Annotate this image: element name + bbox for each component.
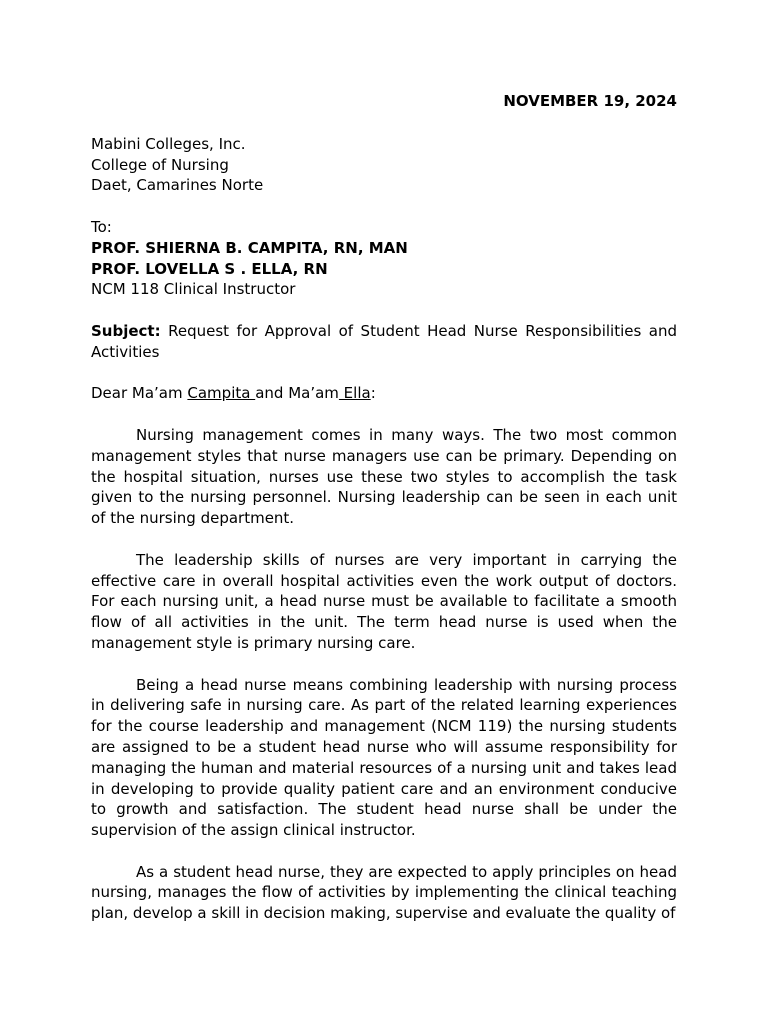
- recipient-role: NCM 118 Clinical Instructor: [91, 280, 296, 299]
- subject-label: Subject:: [91, 321, 161, 340]
- sender-line-institution: Mabini Colleges, Inc.: [91, 134, 246, 153]
- letter-date: NOVEMBER 19, 2024: [503, 92, 677, 110]
- sender-line-college: College of Nursing: [91, 155, 229, 174]
- spacer: [91, 196, 677, 217]
- spacer: [91, 529, 677, 550]
- subject-line: [91, 321, 677, 363]
- letter-page: [91, 91, 677, 924]
- sender-address: [91, 134, 677, 196]
- salutation-suffix: :: [370, 384, 376, 403]
- salutation-name-2: Ella: [338, 384, 371, 403]
- salutation: [91, 383, 677, 404]
- body-paragraph-1: Nursing management comes in many ways. The two most common management styles that nurse managers use can be primary. Depending on the hospital situation, nurses use these two styles to accomplish the task given to the nursing personnel. Nursing leadership can be seen in each unit of the nursing department.: [91, 425, 677, 528]
- subject-text: Request for Approval of Student Head Nurse Responsibilities and Activities: [91, 321, 677, 361]
- sender-line-location: Daet, Camarines Norte: [91, 176, 264, 195]
- body-paragraph-3: Being a head nurse means combining leadership with nursing process in delivering safe in nursing care. As part of the related learning experiences for the course leadership and management (NCM 119) the nursing students are assigned to be a student head nurse who will assume responsibility for managing the human and material resources of a nursing unit and takes lead in developing to provide quality patient care and an environment conducive to growth and satisfaction. The student head nurse shall be under the supervision of the assign clinical instructor.: [91, 675, 677, 840]
- body-paragraph-4: As a student head nurse, they are expected to apply principles on head nursing, manages the flow of activities by implementing the clinical teaching plan, develop a skill in decision making, supervise and evaluate the quality of: [91, 862, 677, 923]
- spacer: [91, 404, 677, 425]
- salutation-prefix: Dear Ma’am: [91, 384, 188, 403]
- recipient-name-1: PROF. SHIERNA B. CAMPITA, RN, MAN: [91, 238, 408, 257]
- spacer: [91, 112, 677, 134]
- recipient-block: [91, 217, 677, 300]
- spacer: [91, 363, 677, 384]
- body-paragraph-2: The leadership skills of nurses are very important in carrying the effective care in overall hospital activities even the work output of doctors. For each nursing unit, a head nurse must be available to facilitate a smooth flow of all activities in the unit. The term head nurse is used when the management style is primary nursing care.: [91, 550, 677, 652]
- spacer: [91, 654, 677, 675]
- recipient-name-2: PROF. LOVELLA S . ELLA, RN: [91, 259, 328, 278]
- spacer: [91, 300, 677, 321]
- spacer: [91, 841, 677, 862]
- salutation-middle: and Ma’am: [255, 384, 339, 403]
- salutation-name-1: Campita: [187, 384, 256, 403]
- to-label: To:: [91, 217, 112, 236]
